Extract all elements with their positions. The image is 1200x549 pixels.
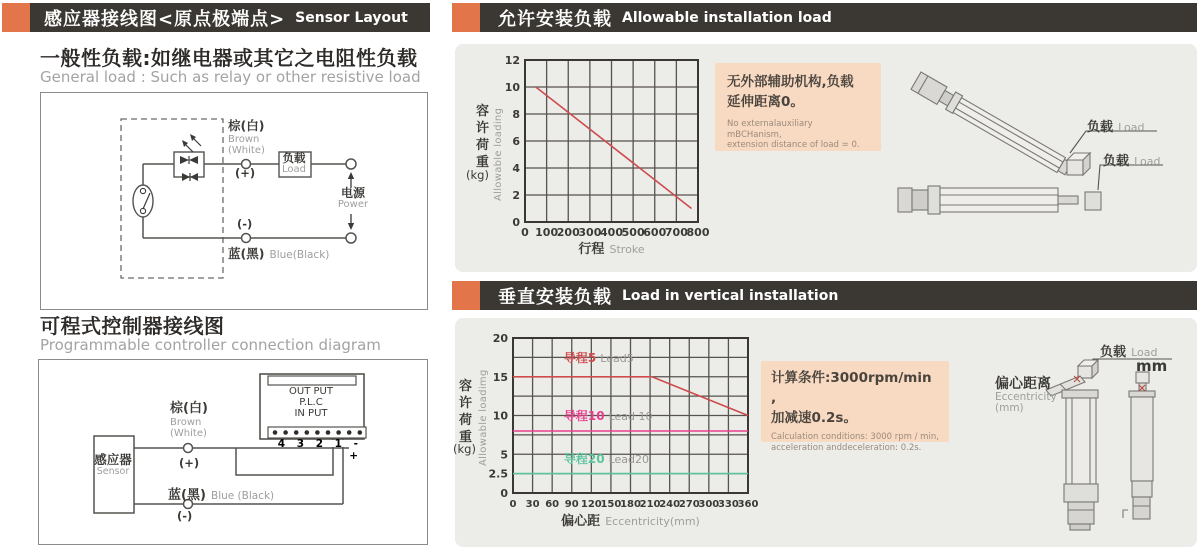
orange-accent-square: [452, 281, 480, 310]
svg-text:210: 210: [639, 499, 661, 510]
svg-text:12: 12: [504, 54, 520, 67]
svg-text:240: 240: [659, 499, 681, 510]
svg-text:800: 800: [686, 226, 710, 239]
general-load-title: 一般性负载:如继电器或其它之电阻性负载: [40, 46, 418, 70]
orange-accent-square: [2, 3, 30, 32]
svg-text:330: 330: [717, 499, 739, 510]
sensor-layout-header: [2, 3, 430, 32]
header-bar: [30, 3, 430, 32]
svg-text:6: 6: [512, 135, 520, 148]
svg-text:300: 300: [698, 499, 720, 510]
chart2-xlabel: 偏心距 Eccentricity(mm): [561, 514, 700, 529]
svg-text:400: 400: [600, 226, 623, 239]
svg-text:600: 600: [643, 226, 667, 239]
terminal-numbers: 4 3 2 1 - +: [277, 438, 362, 462]
svg-text:5: 5: [500, 448, 508, 462]
load2-label: 负载 Load: [1103, 154, 1161, 169]
svg-text:300: 300: [578, 226, 602, 239]
stroke-load-chart: [493, 51, 723, 256]
chart1-xlabel: 行程 Stroke: [578, 242, 645, 257]
led-diode-symbol: [174, 134, 204, 181]
sensor-label: 感应器 Sensor: [94, 452, 132, 477]
plc-io-label: OUT PUT P.L.C IN PUT: [289, 386, 333, 419]
chart1-ylabel-en: Allowable loading: [493, 107, 504, 201]
header-title-zh: 允许安装负载: [498, 8, 612, 30]
installation-note: 无外部辅助机构,负载 延伸距离0。 No externalauxiliary mBCHanism, extension distance of load = 0.: [715, 63, 881, 151]
svg-text:360: 360: [737, 499, 759, 510]
load1-label: 负载 Load: [1087, 120, 1145, 135]
calculation-note: 计算条件:3000rpm/min , 加减速0.2s。 Calculation conditions: 3000 rpm / min, acceleration anddeceleration: 0.2s.: [761, 361, 949, 442]
side-view-actuator: [898, 186, 1101, 214]
brown-wire-label: 棕(白) Brown (White): [228, 118, 265, 156]
header-bar: [480, 3, 1197, 32]
chart2-ylabel-zh: 容许荷重: [459, 379, 473, 445]
header-title-en: Allowable installation load: [622, 9, 832, 26]
svg-text:10: 10: [492, 409, 508, 423]
chart2-ylabel-unit: (kg): [453, 442, 476, 456]
load-box-label: 负载 Load: [282, 151, 306, 175]
eccentricity-label-unit: (mm): [995, 402, 1024, 414]
svg-text:2: 2: [512, 189, 520, 202]
svg-text:270: 270: [678, 499, 700, 510]
plc-title: 可程式控制器接线图: [40, 314, 225, 338]
plc-subtitle: Programmable controller connection diagram: [40, 336, 381, 354]
right-vertical-actuator: [1123, 372, 1155, 519]
terminal-dots: [273, 430, 362, 435]
power-label: 电源 Power: [337, 186, 369, 210]
svg-text:0: 0: [500, 487, 508, 500]
svg-text:150: 150: [600, 499, 622, 510]
orange-accent-square: [452, 3, 480, 32]
svg-text:0: 0: [512, 216, 520, 229]
reed-switch-symbol: [133, 185, 153, 217]
plc-plus-sign: (+): [179, 456, 200, 470]
blue-wire-label: 蓝(黑) Blue(Black): [228, 246, 330, 261]
header-title-zh: 感应器接线图<原点极端点>: [44, 8, 286, 30]
svg-text:30: 30: [525, 499, 540, 510]
svg-text:8: 8: [512, 108, 520, 121]
header-bar: [480, 281, 1197, 310]
vertical-load-label: 负载 Load: [1100, 345, 1158, 360]
svg-text:2.5: 2.5: [488, 467, 508, 481]
svg-text:0: 0: [521, 226, 529, 239]
mm-label: mm: [1136, 357, 1168, 375]
svg-text:20: 20: [492, 332, 508, 345]
chart2-ylabel-en: Allowable loadimg: [478, 369, 489, 466]
svg-text:700: 700: [664, 226, 688, 239]
svg-text:180: 180: [620, 499, 641, 510]
diagonal-actuator: [911, 72, 1073, 177]
left-vertical-actuator: [1046, 360, 1098, 530]
svg-text:0: 0: [509, 499, 517, 510]
plus-sign: (+): [235, 166, 256, 180]
plc-brown-label: 棕(白) Brown (White): [170, 401, 208, 439]
allowable-load-header: [452, 3, 1197, 32]
load-cube: [1067, 153, 1090, 175]
vertical-load-header: [452, 281, 1197, 310]
svg-text:导程5Lead5: 导程5 Lead5: [563, 351, 634, 366]
svg-text:导程20Lead20: 导程20 Lead20: [563, 451, 650, 466]
plc-blue-label: 蓝(黑) Blue (Black): [168, 488, 275, 503]
svg-text:4: 4: [512, 162, 520, 175]
header-title-en: Load in vertical installation: [622, 287, 839, 304]
svg-text:500: 500: [621, 226, 645, 239]
minus-sign: (-): [237, 217, 253, 231]
chart1-ylabel-zh: 容许荷重: [476, 104, 490, 170]
eccentricity-label-zh: 偏心距离: [995, 376, 1051, 392]
eccentricity-label-en: Eccentricity: [995, 391, 1057, 403]
svg-text:15: 15: [492, 370, 508, 384]
svg-text:200: 200: [556, 226, 580, 239]
svg-text:100: 100: [535, 226, 559, 239]
svg-text:10: 10: [504, 81, 520, 94]
chart1-ylabel-unit: (kg): [466, 168, 489, 182]
svg-text:60: 60: [545, 499, 560, 510]
plc-minus-sign: (-): [177, 509, 193, 523]
general-load-subtitle: General load : Such as relay or other resistive load: [40, 68, 421, 86]
svg-text:120: 120: [580, 499, 602, 510]
svg-text:90: 90: [564, 499, 579, 510]
header-title-en: Sensor Layout: [295, 9, 408, 26]
svg-text:导程10Lead 10: 导程10 Lead 10: [563, 409, 653, 424]
header-title-zh: 垂直安装负载: [498, 286, 612, 308]
eccentricity-load-chart: [478, 324, 768, 524]
